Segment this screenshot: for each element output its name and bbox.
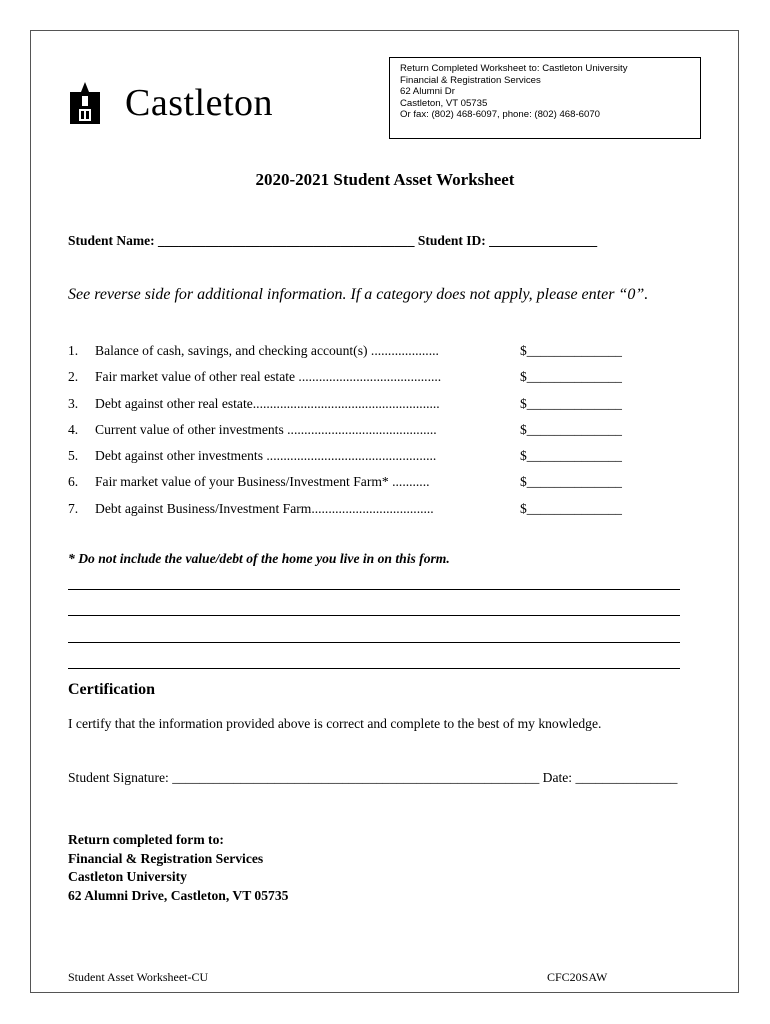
asset-item (68, 422, 638, 448)
asset-items-list (68, 343, 638, 527)
item-number: 5. (68, 448, 79, 464)
item-label: Current value of other investments ............................................ (95, 421, 437, 437)
page-title: 2020-2021 Student Asset Worksheet (255, 170, 515, 189)
asset-item (68, 474, 638, 500)
item-number: 3. (68, 395, 79, 411)
instruction-note: See reverse side for additional information. If a category does not apply, please enter “0”. (68, 286, 649, 303)
item-number: 2. (68, 369, 79, 385)
item-label: Debt against other investments .................................................. (95, 448, 437, 464)
item-label: Debt against other real estate....................................................... (95, 395, 440, 411)
castleton-seal-icon (70, 82, 100, 124)
asset-item (68, 501, 638, 527)
logo-wordmark: Castleton (125, 82, 274, 124)
asset-item (68, 343, 638, 369)
asset-item (68, 396, 638, 422)
item-number: 7. (68, 500, 79, 516)
item-amount-field[interactable]: $______________ (520, 500, 622, 516)
return-address-box (389, 57, 701, 139)
item-amount-field[interactable]: $______________ (520, 474, 622, 490)
return-form-line: Castleton University (68, 869, 187, 884)
item-label: Debt against Business/Investment Farm.................................... (95, 500, 434, 516)
return-box-line: Or fax: (802) 468-6097, phone: (802) 468-6070 (400, 109, 601, 121)
footer-form-code: CFC20SAW (547, 970, 608, 984)
item-amount-field[interactable]: $______________ (520, 343, 622, 358)
footnote: * Do not include the value/debt of the home you live in on this form. (68, 551, 450, 566)
return-box-line: Return Completed Worksheet to: Castleton University (400, 63, 628, 74)
castleton-logo (70, 82, 310, 124)
asset-item (68, 369, 638, 395)
item-label: Fair market value of other real estate .......................................... (95, 369, 442, 385)
certification-statement: I certify that the information provided above is correct and complete to the best of my knowledge. (68, 716, 602, 731)
item-amount-field[interactable]: $______________ (520, 369, 622, 385)
asset-item (68, 448, 638, 474)
item-label: Balance of cash, savings, and checking account(s) .................... (95, 343, 439, 358)
notes-blank-line[interactable] (68, 589, 680, 590)
item-number: 6. (68, 474, 79, 490)
return-form-address (68, 831, 288, 905)
signature-date-field[interactable]: Student Signature: ______________________________________________________ Date: _______________ (68, 770, 678, 785)
notes-blank-line[interactable] (68, 668, 680, 669)
return-box-line: 62 Alumni Dr (400, 86, 455, 98)
item-amount-field[interactable]: $______________ (520, 395, 622, 411)
student-name-id-field[interactable]: Student Name: ______________________________________ Student ID: ________________ (68, 233, 598, 248)
item-amount-field[interactable]: $______________ (520, 421, 622, 437)
return-box-line: Financial & Registration Services (400, 74, 541, 86)
return-form-line: Financial & Registration Services (68, 850, 264, 866)
footer-form-name: Student Asset Worksheet-CU (68, 970, 209, 984)
certification-heading: Certification (68, 681, 156, 698)
item-label: Fair market value of your Business/Investment Farm* ........... (95, 474, 430, 490)
notes-blank-line[interactable] (68, 615, 680, 616)
item-amount-field[interactable]: $______________ (520, 448, 622, 464)
return-box-line: Castleton, VT 05735 (400, 97, 488, 109)
item-number: 4. (68, 421, 79, 437)
item-number: 1. (68, 343, 79, 358)
return-form-line: 62 Alumni Drive, Castleton, VT 05735 (68, 887, 289, 903)
return-form-line: Return completed form to: (68, 832, 224, 847)
notes-blank-line[interactable] (68, 642, 680, 643)
